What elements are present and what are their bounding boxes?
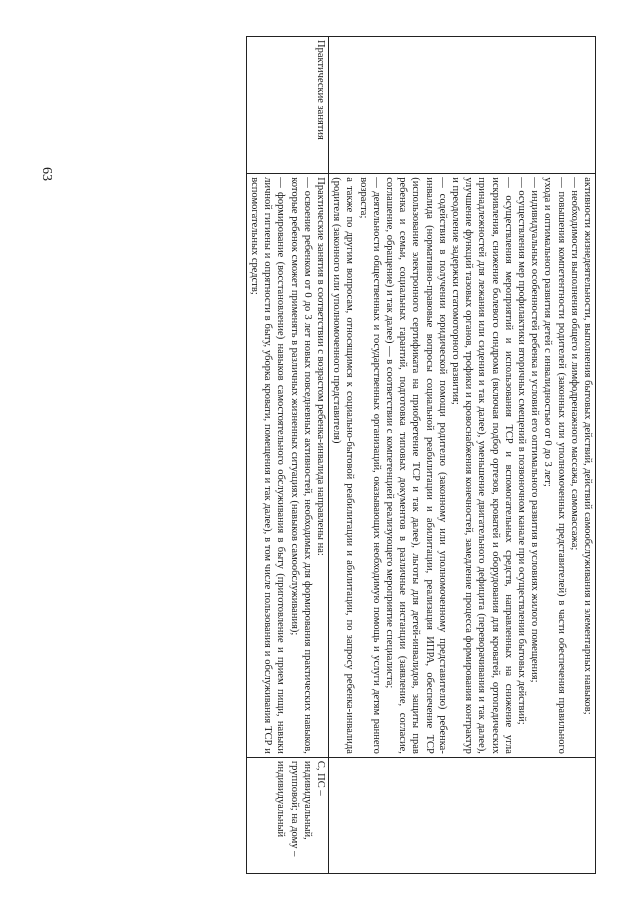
page-number: 63 <box>39 167 54 181</box>
row-label <box>328 37 595 174</box>
paragraph: — осуществления мероприятий и использования ТСР и вспомогательных средств, направленных на снижение угла искривления, снижение болевого синдрома (включая подбор ортезов, кроватей и оборудования для кроватей, ортопедических принадлежностей для лежания или сидения и так далее), уменьшение двигательного дефицита (переворачивания и так далее), улучшение функций тазовых органов, трофики и кровоснабжения конечностей, замедление процесса формирования контрактур и преодоление задержки статомоторного развития; <box>449 177 514 754</box>
table-row <box>246 37 328 874</box>
paragraph: — деятельности общественных и государственных организаций, оказывающих необходимую помощь и услуги детям раннего возраста; <box>357 177 382 754</box>
paragraph: а также по другим вопросам, относящимся к социально-бытовой реабилитации и абилитации, по запросу ребенка-инвалида (родителя (законного или уполномоченного представителя) <box>331 177 356 754</box>
row-label: Практические занятия <box>246 37 328 174</box>
paragraph: — индивидуальных особенностей ребенка и условий его оптимального развития в условиях жилого помещения; <box>529 177 541 683</box>
paragraph: — повышения компетентности родителей (законных или уполномоченных представителей) в части обеспечения правильного ухода и оптимального развития детей с инвалидностью от 0 до 3 лет; <box>542 177 567 754</box>
paragraph: активности жизнедеятельности, выполнения бытовых действий, действий самообслуживания и элементарных навыков; <box>582 177 593 715</box>
measures-table <box>246 36 596 874</box>
row-content <box>246 174 328 758</box>
row-form <box>328 757 595 873</box>
rotated-document <box>126 36 596 874</box>
paragraph: — освоение ребенком от 0 до 3 лет новых повседневных активностей, необходимых для формирования практических навыков, которые ребенок сможет применять в различных жизненных ситуациях (навыков самообслуживания); <box>288 177 313 754</box>
paragraph: — необходимости выполнения общего и лимфодренажного массажа, самомассажа; <box>568 177 580 551</box>
table-row <box>328 37 595 874</box>
paragraph: — осуществления мер профилактики вторичных смещений в позвоночном канале при осуществлении бытовых действий; <box>515 177 527 725</box>
paragraph: — формирование (восстановление) навыков самостоятельного обслуживания в быту (приготовление и прием пищи, навыки личной гигиены и опрятности в быту, уборка кровати, помещения и так далее), в том числе пользования и обслуживания ТСР и вспомогательных средств; <box>248 177 287 754</box>
paragraph: Практические занятия в соответствии с возрастом ребенка-инвалида направлены на: <box>314 177 326 556</box>
paragraph: — содействия в получении юридической помощи родителю (законному или уполномоченному представителю) ребенка-инвалида (нормативно-правовые вопросы социальной реабилитации и абилитации, реализация ИПРА, обеспечение ТСР (использование электронного сертификата на приобретение ТСР и так далее), льготы для детей-инвалидов, защиты прав ребенка и семьи, социальных гарантий, подготовка типовых документов в различные инстанции (заявление, согласие, соглашение, обращение) и так далее) — в соответствии с компетенцией реализующего мероприятие специалиста; <box>383 177 448 754</box>
row-form: С, ПС – индивидуальный, групповой; на дому – индивидуальный <box>246 757 328 873</box>
row-content <box>328 174 595 758</box>
